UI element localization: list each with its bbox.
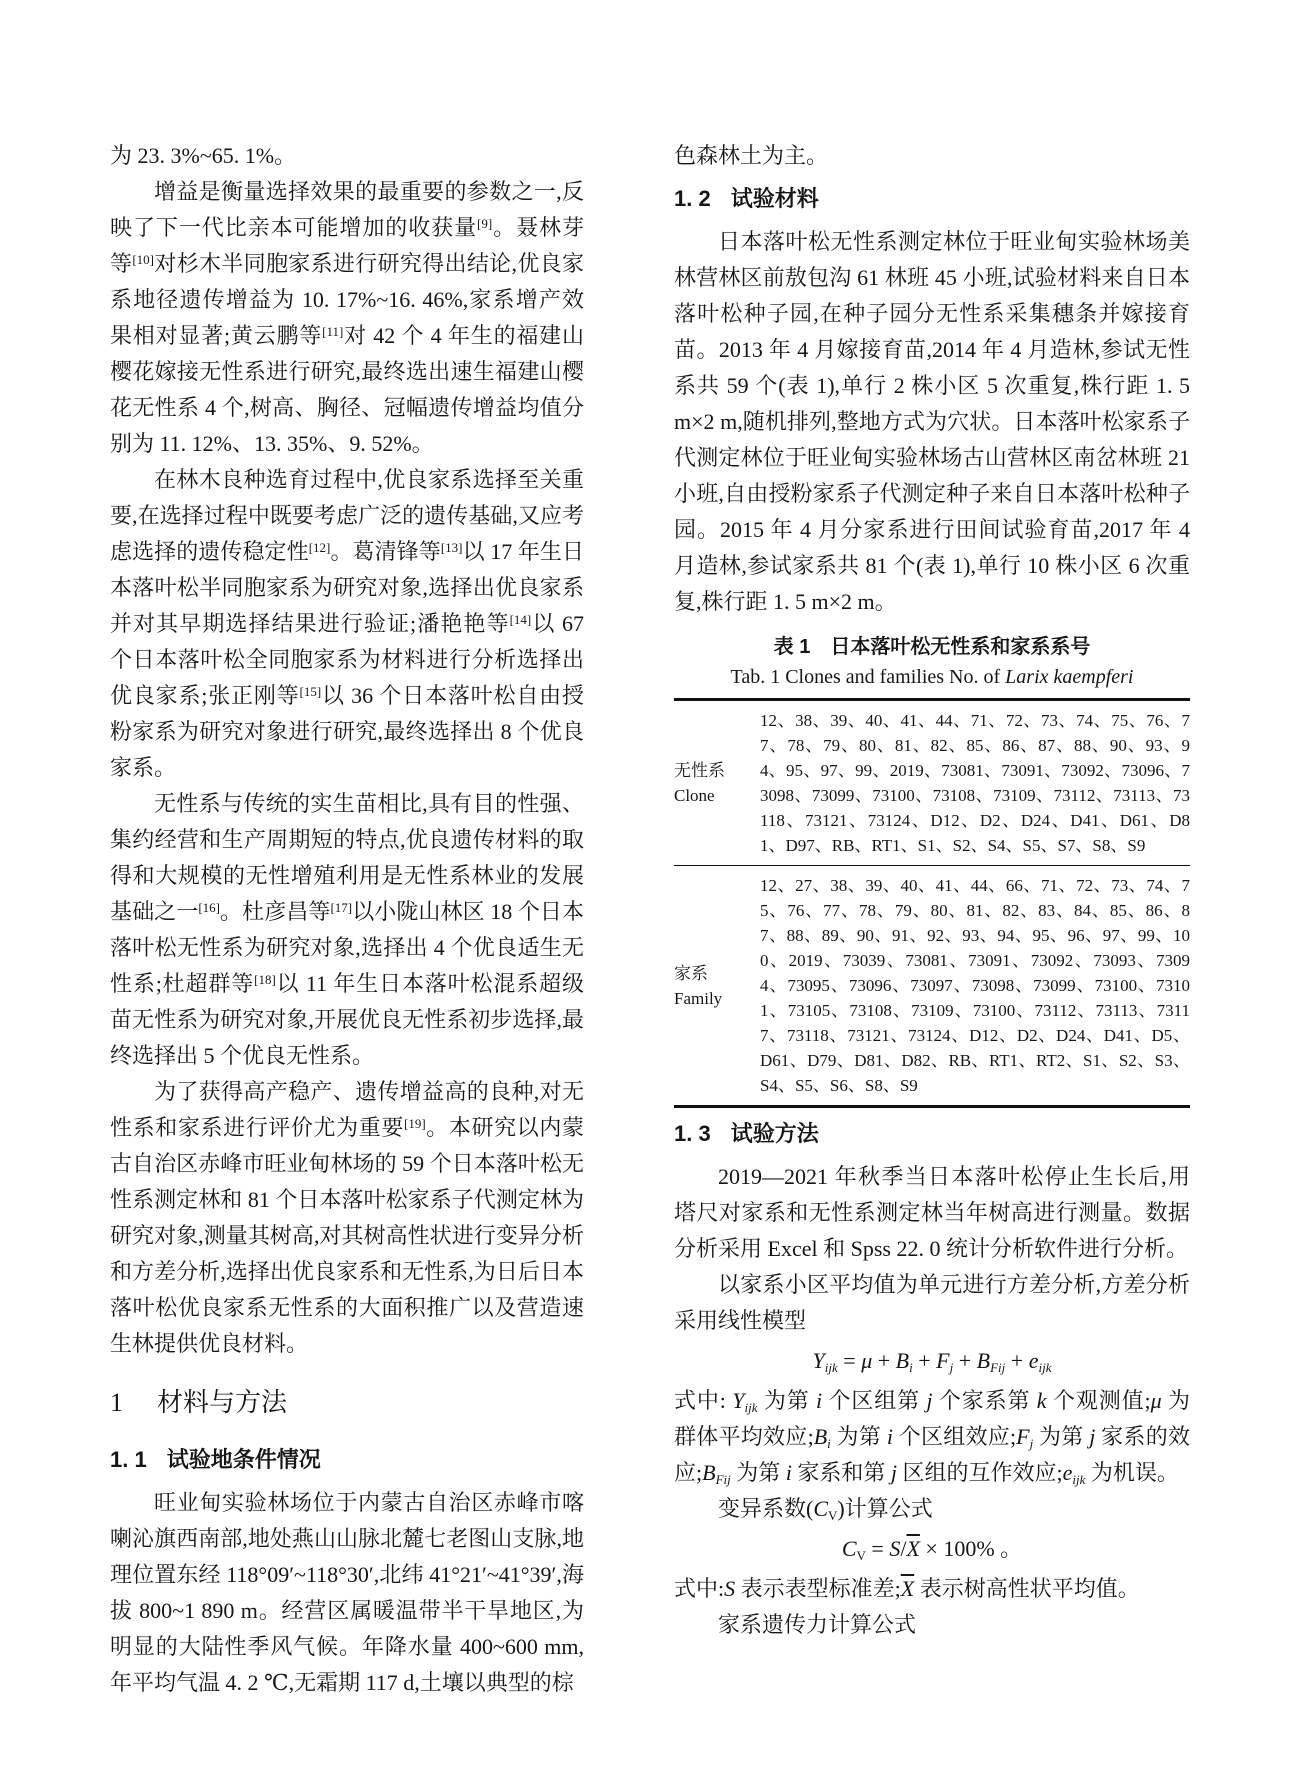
row-label-zh: 家系: [674, 963, 708, 983]
species-name: Larix kaempferi: [1005, 666, 1134, 688]
paragraph: 2019—2021 年秋季当日本落叶松停止生长后,用塔尺对家系和无性系测定林当年树高进行测量。数据分析采用 Excel 和 Spss 22. 0 统计分析软件进行分析。: [674, 1164, 1190, 1261]
math-variable: C: [841, 1536, 857, 1561]
math-variable: B: [702, 1460, 716, 1485]
table-caption-zh: 表 1 日本落叶松无性系和家系系号: [773, 636, 1091, 658]
paragraph: 在林木良种选育过程中,优良家系选择至关重要,在选择过程中既要考虑广泛的遗传基础,又应考虑选择的遗传稳定性[12]。葛清锋等[13]以 17 年生日本落叶松半同胞家系为研究对象,选择出优良家系并对其早期选择结果进行验证;潘艳艳等[14]以 67 个日本落叶松全同胞家系为材料进行分析选择出优良家系;张正刚等[15]以 36 个日本落叶松自由授粉家系为研究对象进行研究,最终选择出 8 个优良家系。: [110, 467, 584, 780]
heading-number: 1. 3: [674, 1121, 711, 1146]
math-variable: i: [816, 1388, 823, 1413]
math-subscript: i: [909, 1360, 913, 1375]
math-variable: B: [813, 1424, 828, 1449]
citation-ref: [18]: [254, 972, 276, 987]
math-variable: F: [936, 1348, 950, 1373]
math-variable: B: [976, 1348, 991, 1373]
math-subscript: j: [1029, 1436, 1034, 1451]
heading-title: 试验地条件情况: [166, 1447, 321, 1472]
math-subscript: ijk: [1072, 1472, 1086, 1487]
paragraph: 为了获得高产稳产、遗传增益高的良种,对无性系和家系进行评价尤为重要[19]。本研究以内蒙古自治区赤峰市旺业甸林场的 59 个日本落叶松无性系测定林和 81 个日本落叶松家系子代测定林为研究对象,测量其树高,对其树高性状进行变异分析和方差分析,选择出优良家系和无性系,为日后日本落叶松优良家系无性系的大面积推广以及营造速生林提供优良材料。: [110, 1079, 584, 1356]
heading-number: 1: [110, 1388, 123, 1417]
citation-ref: [9]: [477, 216, 493, 231]
math-subscript: V: [828, 1508, 838, 1523]
subsection-heading: [110, 1442, 584, 1478]
paragraph: 式中:S 表示表型标准差$;\overline{X}$ 表示树高性状平均值。: [674, 1576, 1140, 1601]
heading-number: 1. 1: [110, 1447, 147, 1472]
table-caption-en: [674, 662, 1190, 692]
paragraph: 色森林土为主。: [674, 143, 829, 168]
math-variable: Y: [732, 1388, 745, 1413]
row-label-zh: 无性系: [674, 761, 725, 780]
math-variable: Y: [812, 1348, 825, 1373]
section-heading: [110, 1382, 584, 1424]
citation-ref: [15]: [299, 684, 322, 699]
citation-ref: [16]: [198, 900, 220, 915]
anova-linear-model: $Y_{ijk} = \mu + B_i + F_j + B_{Fij} + e_{ijk}$: [812, 1348, 1052, 1375]
right-column-bottom: [674, 1116, 1190, 1643]
citation-ref: [14]: [509, 612, 532, 627]
citation-ref: [12]: [308, 540, 331, 555]
math-variable: e: [1062, 1460, 1073, 1485]
math-variable: j: [1089, 1424, 1096, 1449]
table-caption-en-text: Tab. 1 Clones and families No. of: [730, 666, 1006, 688]
paragraph: 为 23. 3%~65. 1%。: [110, 143, 297, 168]
math-variable-mean: $\overline{X}$: [906, 1536, 920, 1561]
paragraph: 变异系数$(C_V)$计算公式: [718, 1496, 933, 1523]
row-label-family: [674, 873, 760, 1098]
heading-number: 1. 2: [674, 186, 711, 211]
clones-families-table: [674, 698, 1190, 1108]
paragraph: 以家系小区平均值为单元进行方差分析,方差分析采用线性模型: [674, 1272, 1190, 1333]
math-variable: B: [895, 1348, 910, 1373]
math-variable-mean: $\overline{X}$: [900, 1576, 915, 1601]
right-column: [674, 138, 1190, 1643]
left-column: [110, 138, 584, 1701]
row-label-en: Clone: [674, 786, 715, 805]
two-column-layout: [110, 138, 1190, 1701]
math-subscript: ijk: [824, 1360, 838, 1375]
math-variable: S: [889, 1536, 901, 1561]
paragraph: 无性系与传统的实生苗相比,具有目的性强、集约经营和生产周期短的特点,优良遗传材料的取得和大规模的无性增殖利用是无性系林业的发展基础之一[16]。杜彦昌等[17]以小陇山林区 18 个日本落叶松无性系为研究对象,选择出 4 个优良适生无性系;杜超群等[18]以 11 年生日本落叶松混系超级苗无性系为研究对象,开展优良无性系初步选择,最终选择出 5 个优良无性系。: [110, 791, 584, 1068]
heading-title: 试验方法: [730, 1121, 819, 1146]
subsection-heading: [674, 1116, 1190, 1152]
math-variable: j: [926, 1388, 933, 1413]
math-subscript: j: [949, 1360, 954, 1375]
cv-formula: $C_V = S/\overline{X} \times 100\%$ 。: [841, 1536, 1023, 1563]
math-variable: S: [724, 1576, 736, 1601]
math-variable: k: [1036, 1388, 1047, 1413]
math-subscript: Fij: [715, 1472, 731, 1487]
math-subscript: Fij: [990, 1360, 1006, 1375]
paragraph: 日本落叶松无性系测定林位于旺业甸实验林场美林营林区前敖包沟 61 林班 45 小班,试验材料来自日本落叶松种子园,在种子园分无性系采集穗条并嫁接育苗。2013 年 4 月嫁接育苗,2014 年 4 月造林,参试无性系共 59 个(表 1),单行 2 株小区 5 次重复,株行距 1. 5 m×2 m,随机排列,整地方式为穴状。日本落叶松家系子代测定林位于旺业甸实验林场古山营林区南岔林班 21 小班,自由授粉家系子代测定种子来自日本落叶松种子园。2015 年 4 月分家系进行田间试验育苗,2017 年 4 月造林,参试家系共 81 个(表 1),单行 10 株小区 6 次重复,株行距 1. 5 m×2 m。: [674, 229, 1190, 614]
family-numbers: 12、27、38、39、40、41、44、66、71、72、73、74、75、76、77、78、79、80、81、82、83、84、85、86、87、88、89、90、91、92、93、94、95、96、97、99、100、2019、73039、73081、73091、73092、73093、73094、73095、73096、73097、73098、73099、73100、73101、73105、73108、73109、73100、73112、73113、73117、73118、73121、73124、D12、D2、D24、D41、D5、D61、D79、D81、D82、RB、RT1、RT2、S1、S2、S3、S4、S5、S6、S8、S9: [760, 876, 1190, 1095]
paragraph: 增益是衡量选择效果的最重要的参数之一,反映了下一代比亲本可能增加的收获量[9]。聂林芽等[10]对杉木半同胞家系进行研究得出结论,优良家系地径遗传增益为 10. 17%~16. 46%,家系增产效果相对显著;黄云鹏等[11]对 42 个 4 年生的福建山樱花嫁接无性系进行研究,最终选出速生福建山樱花无性系 4 个,树高、胸径、冠幅遗传增益均值分别为 11. 12%、13. 35%、9. 52%。: [110, 179, 584, 456]
math-subscript: V: [856, 1548, 866, 1563]
clone-numbers: 12、38、39、40、41、44、71、72、73、74、75、76、77、78、79、80、81、82、85、86、87、88、90、93、94、95、97、99、2019、73081、73091、73092、73096、73098、73099、73100、73108、73109、73112、73113、73118、73121、73124、D12、D2、D24、D41、D61、D81、D97、RB、RT1、S1、S2、S4、S5、S7、S8、S9: [760, 711, 1190, 855]
math-variable: i: [886, 1424, 893, 1449]
math-subscript: i: [827, 1436, 831, 1451]
row-label-en: Family: [674, 988, 723, 1008]
citation-ref: [17]: [330, 900, 353, 915]
math-variable: μ: [1150, 1388, 1162, 1413]
heading-title: 试验材料: [730, 186, 819, 211]
row-label-clone: [674, 708, 760, 858]
math-variable: i: [785, 1460, 792, 1485]
math-subscript: ijk: [744, 1400, 758, 1415]
math-variable: j: [890, 1460, 898, 1485]
heading-title: 材料与方法: [157, 1388, 288, 1417]
citation-ref: [19]: [404, 1116, 426, 1131]
math-subscript: ijk: [1038, 1360, 1052, 1375]
math-variable: C: [813, 1496, 829, 1521]
citation-ref: [13]: [440, 540, 463, 555]
table-row-family: [674, 865, 1190, 1105]
citation-ref: [11]: [322, 324, 344, 339]
citation-ref: [10]: [132, 252, 154, 267]
subsection-heading: [674, 181, 1190, 217]
math-variable: e: [1028, 1348, 1039, 1373]
paragraph: 旺业甸实验林场位于内蒙古自治区赤峰市喀喇沁旗西南部,地处燕山山脉北麓七老图山支脉,地理位置东经 118°09′~118°30′,北纬 41°21′~41°39′,海拔 800~1 890 m。经营区属暖温带半干旱地区,为明显的大陆性季风气候。年降水量 400~600 mm,年平均气温 4. 2 ℃,无霜期 117 d,土壤以典型的棕: [110, 1490, 584, 1695]
paragraph: 式中: $Y_{ijk}$ 为第 i 个区组第 j 个家系第 k 个观测值;μ 为群体平均效应$;B_i$ 为第 i 个区组效应$;F_j$ 为第 j 家系的效应$;B_{Fij}$ 为第 i 家系和第 j 区组的互作效应$;e_{ijk}$ 为机误。: [674, 1388, 1190, 1487]
math-variable: μ: [861, 1348, 873, 1373]
paragraph: 家系遗传力计算公式: [718, 1612, 917, 1637]
math-variable: F: [1016, 1424, 1030, 1449]
table-row-clone: [674, 701, 1190, 865]
right-column-top: [674, 138, 1190, 620]
table-1: [674, 632, 1190, 1108]
